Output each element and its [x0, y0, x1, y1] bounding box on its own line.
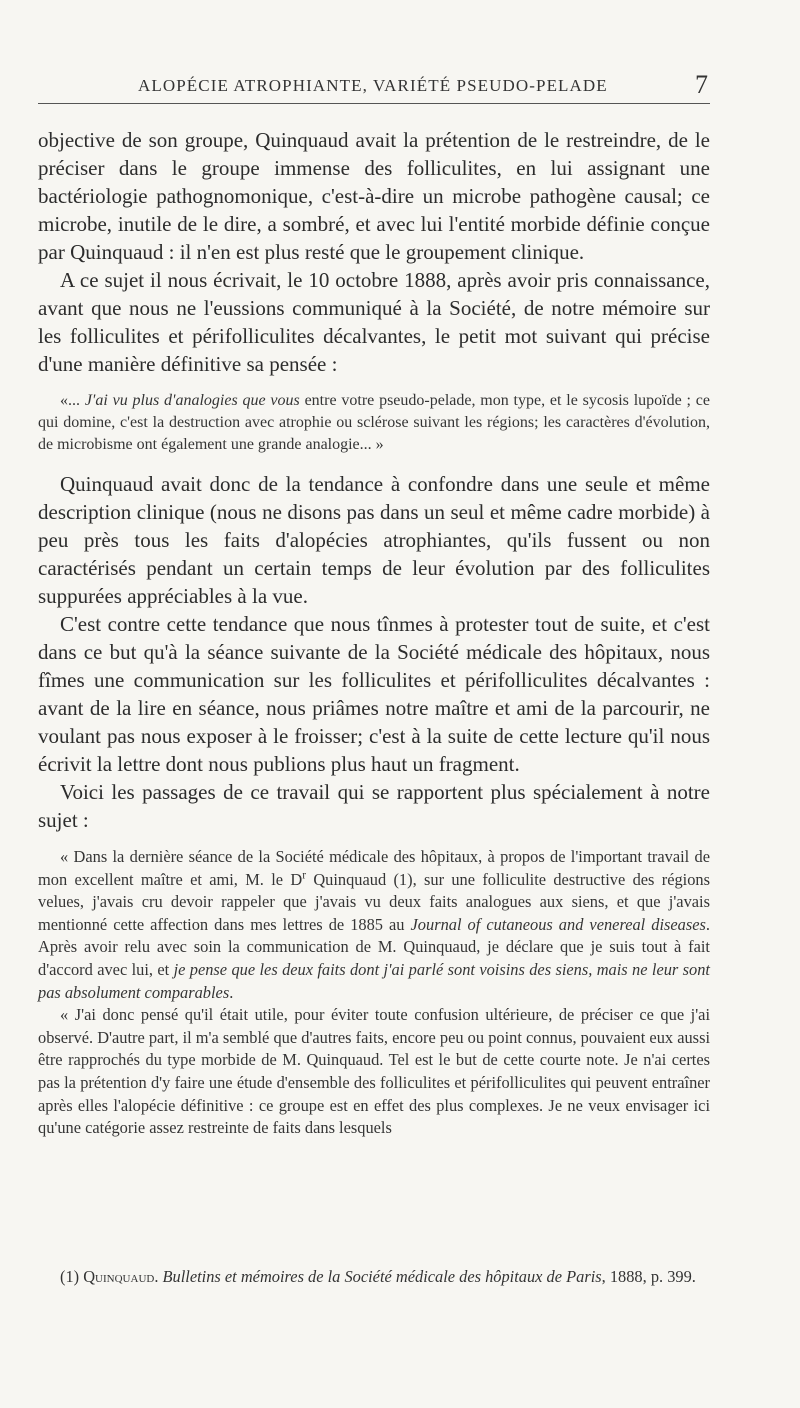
quote-open: «... — [60, 392, 85, 409]
footnote-author: Quinquaud — [83, 1267, 155, 1286]
running-title: ALOPÉCIE ATROPHIANTE, VARIÉTÉ PSEUDO-PELADE — [138, 76, 608, 95]
quotation-letter — [38, 390, 710, 456]
page-number: 7 — [695, 70, 708, 99]
body-text — [38, 126, 710, 1140]
running-header — [38, 70, 710, 104]
header-rule — [38, 103, 710, 104]
paragraph-1: objective de son groupe, Quinquaud avait la prétention de le restreindre, de le préciser dans le groupe immense des folliculites, en lui assignant une bactériologie pathognomonique, c'est-à-dire un microbe pathogène causal; ce microbe, inutile de le dire, a sombré, et avec lui l'entité morbide définie conçue par Quinquaud : il n'en est plus resté que le groupement clinique. — [38, 128, 710, 264]
q2-superscript: r — [302, 869, 307, 882]
q2-end: . — [229, 982, 234, 1002]
footnote-rest: , 1888, p. 399. — [601, 1267, 696, 1286]
q2-journal-title: Journal of cutaneous and venereal diseases — [410, 914, 706, 934]
q2-part-b: Quinquaud (1), sur une folliculite destructive des régions velues, j'avais cru devoir rappeler que j'avais vu deux faits analogues aux siens, et que j'avais mentionné cette affection dans mes lettres de 1885 au — [38, 869, 710, 934]
footnote-sep: . — [154, 1267, 163, 1286]
paragraph-5: Voici les passages de ce travail qui se rapportent plus spécialement à notre sujet : — [38, 780, 710, 832]
q2-part-c: . Après avoir relu avec soin la communication de M. Quinquaud, je déclare que je suis tout à fait d'accord avec lui, et — [38, 914, 710, 979]
quote-rest: entre votre pseudo-pelade, mon type, et le sycosis lupoïde ; ce qui domine, c'est la destruction avec atrophie ou sclérose suivant les régions; les caractères d'évolution, de microbisme ont également une grande analogie... » — [38, 392, 710, 453]
quote-italic: J'ai vu plus d'analogies que vous — [84, 392, 300, 409]
paragraph-3: Quinquaud avait donc de la tendance à confondre dans une seule et même description clinique (nous ne disons pas dans un seul et même cadre morbide) à peu près tous les faits d'alopécies atrophiantes, qu'ils fussent ou non caractérisés pendant un certain temps de leur évolution par des folliculites suppurées appréciables à la vue. — [38, 472, 710, 608]
footnote-title: Bulletins et mémoires de la Société médicale des hôpitaux de Paris — [162, 1267, 602, 1286]
paragraph-4: C'est contre cette tendance que nous tînmes à protester tout de suite, et c'est dans ce but qu'à la séance suivante de la Société médicale des hôpitaux, nous fîmes une communication sur les folliculites et périfolliculites décalvantes : avant de la lire en séance, nous priâmes notre maître et ami de la parcourir, ne voulant pas nous exposer à le froisser; c'est à la suite de cette lecture qu'il nous écrivit la lettre dont nous publions plus haut un fragment. — [38, 612, 710, 776]
paragraph-2: A ce sujet il nous écrivait, le 10 octobre 1888, après avoir pris connaissance, avant que nous ne l'eussions communiqué à la Société, de notre mémoire sur les folliculites et périfolliculites décalvantes, le petit mot suivant qui précise d'une manière définitive sa pensée : — [38, 268, 710, 376]
quoted-passage-2: « J'ai donc pensé qu'il était utile, pour éviter toute confusion ultérieure, de préciser ce que j'ai observé. D'autre part, il m'a semblé que d'autres faits, encore peu ou point connus, pouvaient eux aussi être rapprochés du type morbide de M. Quinquaud. Tel est le but de cette courte note. Je n'ai certes pas la prétention d'y faire une étude d'ensemble des folliculites et périfolliculites qui peuvent entraîner après elles l'alopécie définitive : ce groupe est en effet des plus complexes. Je ne veux envisager ici qu'une catégorie assez restreinte de faits dans lesquels — [38, 1005, 710, 1138]
q2-italic-statement: je pense que les deux faits dont j'ai parlé sont voisins des siens, mais ne leur sont pas absolument comparables — [38, 959, 710, 1002]
footnote-marker: (1) — [60, 1267, 84, 1286]
quoted-passage-1 — [38, 846, 710, 1004]
q2-part-a: « Dans la dernière séance de la Société médicale des hôpitaux, à propos de l'important travail de mon excellent maître et ami, M. le D — [38, 847, 710, 889]
footnote — [38, 1266, 710, 1288]
